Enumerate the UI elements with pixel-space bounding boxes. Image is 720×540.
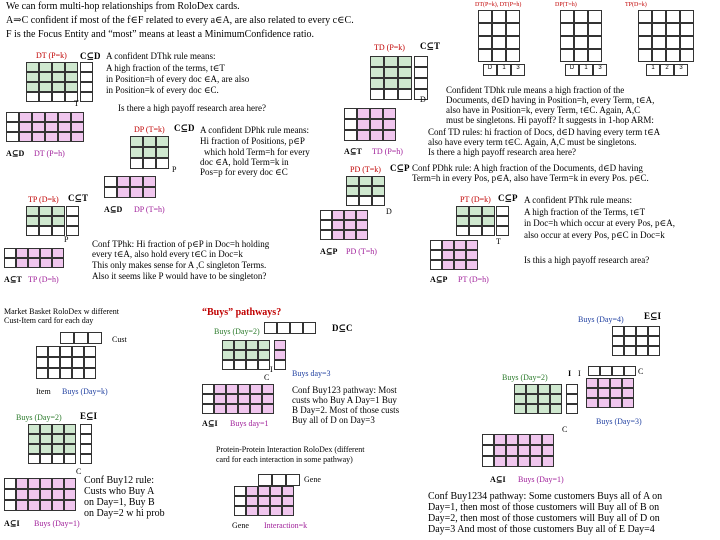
buy1234-desc-4: Day=3 And most of those customers Buy all of E Day=4 [428,524,655,535]
buy1234-buys-3: Buys (Day=3) [596,417,642,426]
dp-p-label: P [172,165,177,174]
market-desc-1: Conf Buy12 rule: [84,475,154,486]
mini-card-2: D 1 3 [560,10,620,75]
tp-c-sub-t: C⊆T [68,193,89,203]
pt-top-card [456,206,521,241]
pd-top-card [346,176,406,211]
market-intro-1: Market Basket RoloDex w different [4,307,119,316]
market-a-sub-i: A⊆I [4,519,20,528]
pathways-desc-2: custs who Buy A Day=1 Buy [292,395,397,405]
dt-desc-4: in Position=k of every doc ∈C. [106,85,219,95]
buy1234-c-label: C [638,367,644,376]
dp-tk-label: DP (T=k) [134,125,165,134]
market-c-label: C [76,467,82,476]
pathways-top-strip [264,322,334,342]
td-top-card [370,56,440,106]
dt-top-card [26,62,96,117]
buy1234-c2-label: C [562,425,568,434]
dt-desc-3: in Position=h of every doc ∈A, are also [106,74,250,84]
pt-desc-2: A high fraction of the Terms, t∈T [524,207,646,217]
pt-question: Is this a high payoff research area? [524,255,650,265]
dp-desc-1: A confident DPhk rule means: [200,125,309,135]
td-desc-2: Documents, d∈D having in Position=h, every Term, t∈A, [446,95,655,105]
pathways-buys-2: Buys (Day=2) [214,327,260,336]
pt-c-sub-p: C⊆P [498,193,518,203]
pd-a-sub-p: A⊆P [320,247,338,256]
buy1234-day2-card [514,384,584,424]
pt-desc-1: A confident PThk rule means: [524,195,632,205]
dp-desc-5: Pos=p for every doc ∈C [200,167,288,177]
tp-p-label: P [64,235,69,244]
buy1234-i-label-2: I [578,369,581,378]
market-buys-1-card [4,478,80,518]
pathways-buys-2-card [222,340,292,380]
td-desc-7: Is there a high payoff research area here? [428,147,576,157]
td-c-sub-t: C⊆T [420,41,441,51]
pathways-buys-1-card [202,384,278,420]
td-desc-6: also have every term t∈C. Again, A,C must be singletons. [428,137,637,147]
pathways-c-label: C [264,373,270,382]
tp-a-sub-t: A⊆T [4,275,22,284]
pathways-buys3: Buys day=3 [292,369,331,378]
td-desc-1: Confident TDhk rule means a high fraction of the [446,85,625,95]
buy1234-e-sub-i: E⊆I [644,311,662,321]
pt-desc-3: in Doc=h which occur at every Pos, p∈A, [524,218,675,228]
td-bottom-card [344,108,414,148]
td-desc-5: Conf TD rules: hi fraction of Docs, d∈D having every term t∈A [428,127,661,137]
tp-desc-3: This only makes sense for A ,C singleton Terms. [92,260,267,270]
dp-th-label: DP (T=h) [134,205,165,214]
market-buys-1: Buys (Day=1) [34,519,80,528]
td-pk-label: TD (P=k) [374,43,405,52]
ppi-title-1: Protein-Protein Interaction RoloDex (different [216,445,365,454]
tp-top-card [26,206,96,246]
buy1234-day4-card [612,326,672,366]
td-ph-label: TD (P=h) [372,147,403,156]
buy1234-i-label: I [568,369,572,378]
pt-dh-label: PT (D=h) [458,275,489,284]
pathways-desc-1: Conf Buy123 pathway: Most [292,385,397,395]
buy1234-buys-1: Buys (Day=1) [518,475,564,484]
header-line-2: A⇒C confident if most of the f∈F related to every a∈A, are also related to every c∈C. [6,15,354,26]
dp-desc-3: which hold Term=h for every [204,147,310,157]
dt-c-sub-d: C⊆D [80,51,101,61]
dt-desc-1: A confident DThk rule means: [106,51,216,61]
ppi-card [234,486,304,522]
market-desc-2: Custs who Buy A [84,486,155,497]
dt-question: Is there a high payoff research area here? [118,103,266,113]
dt-pk-label: DT (P=k) [36,51,67,60]
tp-desc-1: Conf TPhk: Hi fraction of p∈P in Doc=h holding [92,239,270,249]
dt-ph-label: DT (P=h) [34,149,65,158]
pathways-d-sub-c: D⊆C [332,323,353,333]
dp-desc-4: doc ∈A, hold Term=k in [200,157,289,167]
ppi-interaction-label: Interaction=k [264,521,308,530]
pd-tk-label: PD (T=k) [350,165,381,174]
pathways-title: “Buys” pathways? [202,307,282,318]
tp-desc-4: Also it seems like P would have to be singleton? [92,271,267,281]
market-e-sub-i: E⊆I [80,411,98,421]
pathways-a-sub-i: A⊆I [202,419,218,428]
market-item-card [36,346,106,386]
pathways-i-label: I [270,365,273,374]
market-buys-2: Buys (Day=2) [16,413,62,422]
dp-a-sub-d: A⊆D [104,205,123,214]
market-buys-k: Buys (Day=k) [62,387,108,396]
ppi-title-2: card for each interaction in some pathway) [216,455,353,464]
dt-t-label: T [74,99,79,108]
ppi-gene-label: Gene [304,475,321,484]
buy1234-day1-card [482,434,558,474]
pd-d-label: D [386,207,392,216]
buy1234-buys-4: Buys (Day=4) [578,315,624,324]
pathways-desc-3: B Day=2. Most of those custs [292,405,400,415]
pd-desc-1: Conf PDhk rule: A high fraction of the Documents, d∈D having [412,163,643,173]
top-right-label-2: DP(T=h) [555,2,577,8]
mini-card-1: D 1 3 [478,10,538,75]
dp-c-sub-d: C⊆D [174,123,195,133]
pt-bottom-card [430,240,495,275]
market-desc-3: on Day=1, Buy B [84,497,155,508]
market-desc-4: on Day=2 w hi prob [84,508,165,519]
pd-bottom-card [320,210,380,248]
dt-a-sub-d: A⊆D [6,149,25,158]
buy1234-a-sub-i: A⊆I [490,475,506,484]
pt-desc-4: also occur at every Pos, p∈C in Doc=k [524,230,665,240]
top-right-label-1: DT(P=k), DT(P=h) [475,2,522,8]
market-cust-label: Cust [112,335,127,344]
tp-dh-label: TP (D=h) [28,275,59,284]
pt-t-label: T [496,237,501,246]
td-a-sub-t: A⊆T [344,147,362,156]
buy1234-day3-card [586,378,656,418]
td-desc-3: also have in Position=k, every Term, t∈C. Again, A,C [446,105,641,115]
dt-desc-2: A high fraction of the terms, t∈T [106,63,225,73]
pt-a-sub-p: A⊆P [430,275,448,284]
td-d-label: D [420,95,426,104]
market-buys-2-card [28,424,98,470]
pathways-buys-1: Buys day=1 [230,419,269,428]
dt-bottom-card [6,112,96,152]
tp-desc-2: every t∈A, also hold every t∈C in Doc=k [92,249,243,259]
header-line-1: We can form multi-hop relationships from RoloDex cards. [6,1,240,12]
pd-c-sub-p: C⊆P [390,163,410,173]
dp-desc-2: Hi fraction of Positions, p∈P [200,136,305,146]
tp-bottom-card [4,248,74,278]
buy1234-desc-1: Conf Buy1234 pathway: Some customers Buys all of A on [428,491,663,502]
buy1234-desc-2: Day=1, then most of those customers will Buy all of B on [428,502,660,513]
ppi-gene2-label: Gene [232,521,249,530]
pd-desc-2: Term=h in every Pos, p∈A, also have Term=k in every Pos. p∈C. [412,173,649,183]
dp-top-card [130,136,195,176]
buy1234-desc-3: Day=2, then most of those customers will Buy all of D on [428,513,660,524]
pathways-desc-4: Buy all of D on Day=3 [292,415,375,425]
tp-dk-label: TP (D=k) [28,195,59,204]
mini-card-3: 1 2 3 [638,10,713,75]
header-line-3: F is the Focus Entity and “most” means at least a MinimumConfidence ratio. [6,29,314,40]
pt-dk-label: PT (D=k) [460,195,491,204]
market-item-label: Item [36,387,51,396]
top-right-label-3: TP(D=k) [625,2,647,8]
pd-th-label: PD (T=h) [346,247,377,256]
td-desc-4: must be singletons. Hi payoff? It suggests in 1-hop ARM: [446,115,654,125]
buy1234-buys-2: Buys (Day=2) [502,373,548,382]
market-intro-2: Cust-Item card for each day [4,316,94,325]
